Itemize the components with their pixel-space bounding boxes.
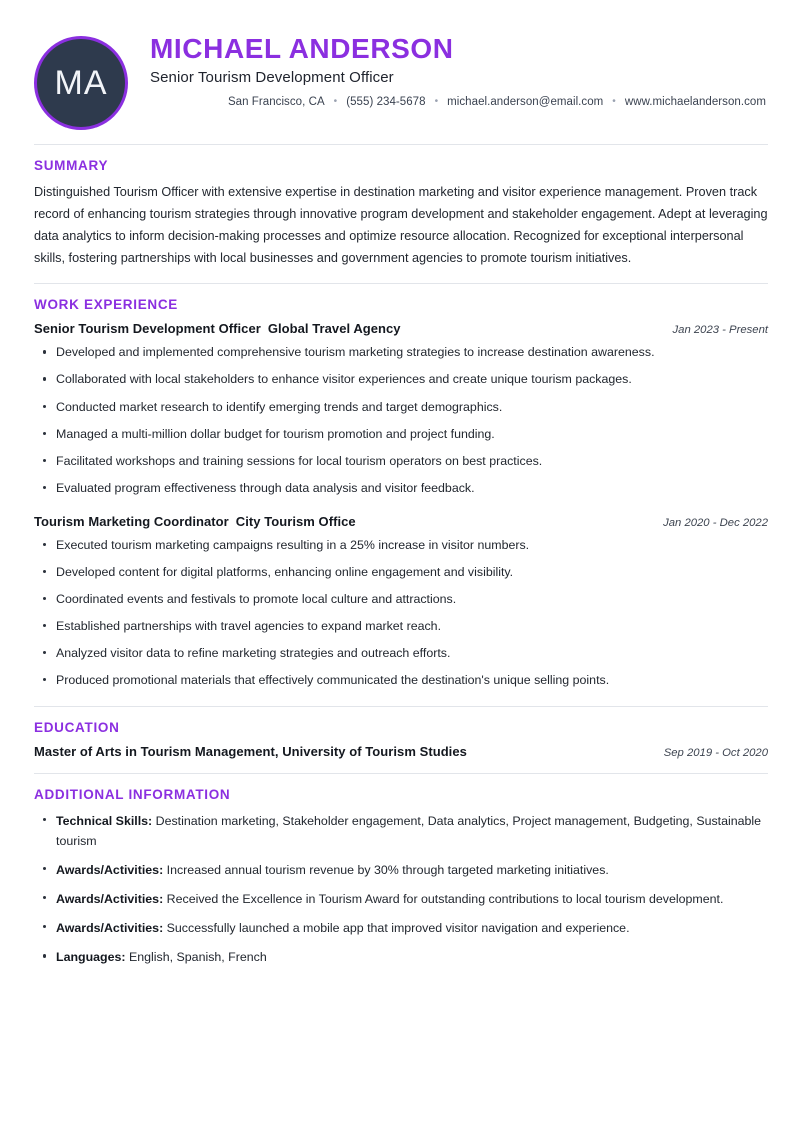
experience-entry-header (34, 321, 768, 336)
contact-separator-icon: • (333, 96, 338, 108)
contact-email[interactable]: michael.anderson@email.com (447, 95, 604, 108)
summary-heading: SUMMARY (34, 158, 109, 173)
education-section (34, 707, 768, 759)
info-value: Increased annual tourism revenue by 30% through targeted marketing initiatives. (166, 862, 609, 877)
additional-information-section (34, 774, 768, 968)
info-value: English, Spanish, French (129, 950, 267, 965)
contact-phone[interactable]: (555) 234-5678 (346, 95, 426, 108)
experience-company: Global Travel Agency (267, 321, 401, 337)
education-degree: Master of Arts in Tourism Management, University of Tourism Studies (34, 743, 467, 759)
list-item: Collaborated with local stakeholders to enhance visitor experiences and create unique tourism packages. (34, 370, 768, 389)
summary-text: Distinguished Tourism Officer with extensive expertise in destination marketing and visitor experience management. Proven track record of enhancing tourism strategies through innovative program development and stakeholder engagement. Adept at leveraging data analytics to inform decision-making processes and optimize resource allocation. Recognized for exceptional interpersonal skills, fostering partnerships with local businesses and government agencies to promote tourism initiatives. (34, 185, 768, 265)
contact-separator-icon: • (612, 96, 616, 108)
header-text-block (128, 30, 768, 108)
list-item (34, 889, 768, 909)
avatar-initials: MA (54, 63, 108, 102)
contact-location: San Francisco, CA (227, 95, 325, 108)
education-entry (34, 744, 768, 759)
list-item: Evaluated program effectiveness through data analysis and visitor feedback. (34, 479, 768, 498)
experience-title-row (34, 321, 401, 336)
work-experience-section (34, 284, 768, 689)
experience-entry (34, 514, 768, 690)
experience-company: City Tourism Office (235, 513, 356, 529)
info-label: Awards/Activities: (56, 921, 164, 936)
list-item: Facilitated workshops and training sessions for local tourism operators on best practices. (34, 452, 768, 471)
experience-job-title: Senior Tourism Development Officer (34, 321, 261, 337)
education-heading: EDUCATION (34, 719, 120, 735)
contact-line (150, 96, 768, 108)
education-date: Sep 2019 - Oct 2020 (663, 746, 768, 759)
list-item: Developed and implemented comprehensive tourism marketing strategies to increase destination awareness. (34, 343, 768, 362)
summary-section (34, 145, 768, 269)
work-experience-heading: WORK EXPERIENCE (34, 297, 179, 313)
experience-entry (34, 321, 768, 497)
experience-job-title: Tourism Marketing Coordinator (34, 513, 229, 529)
list-item (34, 947, 768, 967)
list-item (34, 918, 768, 938)
list-item: Developed content for digital platforms, enhancing online engagement and visibility. (34, 563, 768, 582)
list-item: Conducted market research to identify emerging trends and target demographics. (34, 398, 768, 417)
education-entry-header (34, 744, 768, 759)
experience-bullet-list (34, 343, 768, 497)
contact-website[interactable]: www.michaelanderson.com (624, 95, 766, 108)
experience-bullet-list (34, 536, 768, 690)
info-value: Successfully launched a mobile app that improved visitor navigation and experience. (166, 921, 630, 936)
list-item (34, 811, 768, 851)
contact-separator-icon: • (434, 96, 439, 108)
list-item: Coordinated events and festivals to promote local culture and attractions. (34, 590, 768, 609)
resume-header (34, 30, 768, 144)
info-label: Awards/Activities: (56, 891, 164, 906)
experience-date: Jan 2023 - Present (672, 324, 768, 337)
list-item: Executed tourism marketing campaigns resulting in a 25% increase in visitor numbers. (34, 536, 768, 555)
candidate-title: Senior Tourism Development Officer (150, 68, 394, 86)
list-item (34, 860, 768, 880)
list-item: Managed a multi-million dollar budget for tourism promotion and project funding. (34, 425, 768, 444)
candidate-name: MICHAEL ANDERSON (150, 33, 454, 64)
list-item: Produced promotional materials that effectively communicated the destination's unique selling points. (34, 671, 768, 690)
info-label: Technical Skills: (56, 813, 153, 828)
experience-entry-header (34, 514, 768, 529)
experience-title-row (34, 514, 356, 529)
info-value: Destination marketing, Stakeholder engagement, Data analytics, Project management, Budgeting, Sustainable tourism (56, 813, 762, 848)
list-item: Established partnerships with travel agencies to expand market reach. (34, 617, 768, 636)
list-item: Analyzed visitor data to refine marketing strategies and outreach efforts. (34, 644, 768, 663)
additional-information-heading: ADDITIONAL INFORMATION (34, 786, 231, 802)
info-value: Received the Excellence in Tourism Award for outstanding contributions to local tourism development. (166, 891, 724, 906)
experience-date: Jan 2020 - Dec 2022 (663, 516, 768, 529)
info-label: Languages: (56, 950, 126, 965)
additional-information-list (34, 811, 768, 968)
avatar (34, 36, 128, 130)
info-label: Awards/Activities: (56, 862, 164, 877)
